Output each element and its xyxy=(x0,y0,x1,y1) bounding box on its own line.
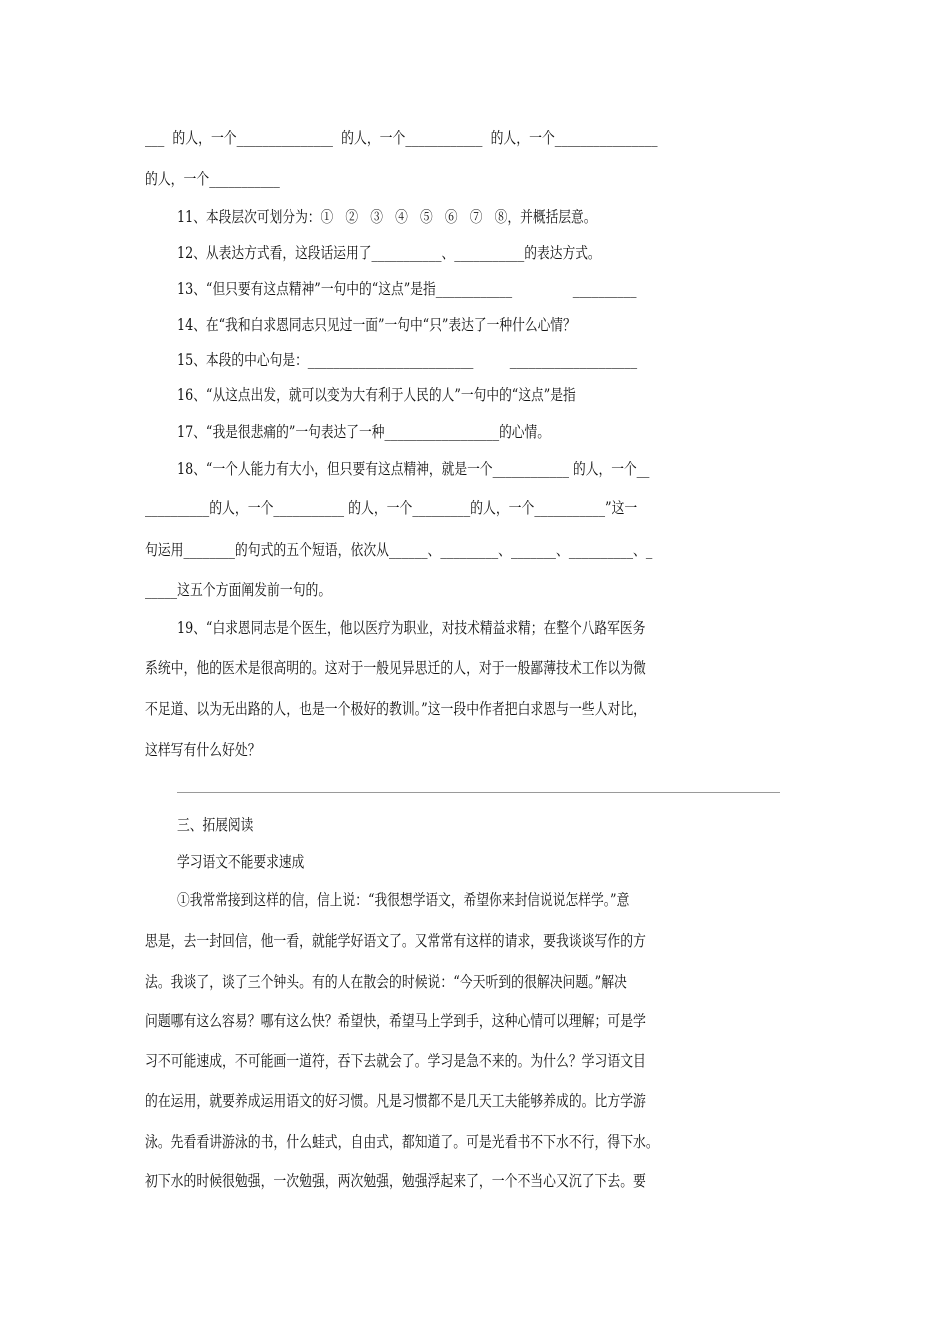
question-19-line-1: 19、“白求恩同志是个医生，他以医疗为职业，对技术精益求精；在整个八路军医务 xyxy=(177,619,646,637)
article-paragraph-line-8: 初下水的时候很勉强，一次勉强，两次勉强，勉强浮起来了，一个不当心又沉了下去。要 xyxy=(145,1172,646,1190)
answer-line xyxy=(177,792,780,793)
article-paragraph-line-6: 的在运用，就要养成运用语文的好习惯。凡是习惯都不是几天工夫能够养成的。比方学游 xyxy=(145,1092,646,1110)
question-13: 13、“但只要有这点精神”一句中的“这点”是指____________ __________ xyxy=(177,280,637,298)
question-17: 17、“我是很悲痛的”一句表达了一种__________________的心情。 xyxy=(177,423,551,441)
question-16: 16、“从这点出发，就可以变为大有利于人民的人”一句中的“这点”是指 xyxy=(177,386,576,404)
q10-continuation-line-2: 的人，一个___________ xyxy=(145,170,280,188)
question-12: 12、从表达方式看，这段话运用了___________、___________的表达方式。 xyxy=(177,244,601,262)
question-18-line-4: _____这五个方面阐发前一句的。 xyxy=(145,581,332,599)
section-heading: 三、拓展阅读 xyxy=(177,816,254,834)
question-18-line-2: __________的人，一个___________ 的人，一个_________的人，一个___________”这一 xyxy=(145,499,638,517)
article-paragraph-line-5: 习不可能速成，不可能画一道符，吞下去就会了。学习是急不来的。为什么？学习语文目 xyxy=(145,1052,646,1070)
article-paragraph-line-7: 泳。先看看讲游泳的书，什么蛙式，自由式，都知道了。可是光看书不下水不行，得下水。 xyxy=(145,1133,659,1151)
question-15: 15、本段的中心句是：__________________________ ____________________ xyxy=(177,351,638,369)
article-paragraph-line-4: 问题哪有这么容易？哪有这么快？希望快，希望马上学到手，这种心情可以理解；可是学 xyxy=(145,1012,646,1030)
question-19-line-4: 这样写有什么好处？ xyxy=(145,741,261,759)
article-paragraph-line-2: 思是，去一封回信，他一看，就能学好语文了。又常常有这样的请求，要我谈谈写作的方 xyxy=(145,932,646,950)
article-paragraph-line-1: ①我常常接到这样的信，信上说：“我很想学语文，希望你来封信说说怎样学。”意 xyxy=(177,891,630,909)
article-title: 学习语文不能要求速成 xyxy=(177,853,305,871)
article-paragraph-line-3: 法。我谈了，谈了三个钟头。有的人在散会的时候说：“今天听到的很解决问题。”解决 xyxy=(145,973,627,991)
question-18-line-1: 18、“一个人能力有大小，但只要有这点精神，就是一个____________ 的人，一个__ xyxy=(177,460,650,478)
question-18-line-3: 句运用________的句式的五个短语，依次从______、_________、_______、__________、_ xyxy=(145,541,653,559)
question-19-line-3: 不足道、以为无出路的人，也是一个极好的教训。”这一段中作者把白求恩与一些人对比， xyxy=(145,700,647,718)
question-19-line-2: 系统中，他的医术是很高明的。这对于一般见异思迁的人，对于一般鄙薄技术工作以为微 xyxy=(145,659,646,677)
question-11: 11、本段层次可划分为：① ② ③ ④ ⑤ ⑥ ⑦ ⑧，并概括层意。 xyxy=(177,208,597,226)
question-14: 14、在“我和白求恩同志只见过一面”一句中“只”表达了一种什么心情？ xyxy=(177,316,576,334)
q10-continuation-line-1: ___ 的人，一个_______________ 的人，一个____________ 的人，一个________________ xyxy=(145,129,658,147)
